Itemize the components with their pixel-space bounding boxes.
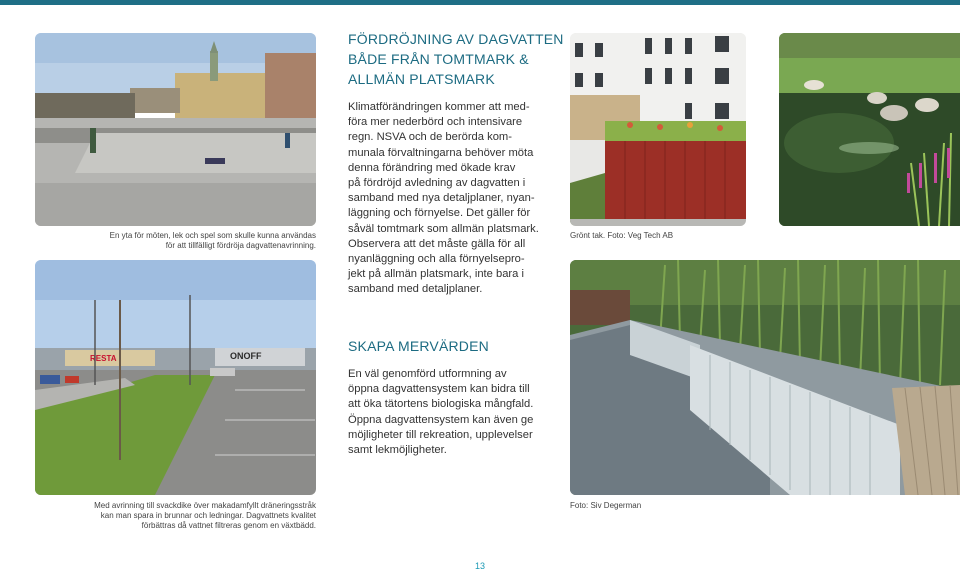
body-line: på fördröjd avledning av dagvatten i xyxy=(348,177,526,190)
body-line: föra mer nederbörd och intensivare xyxy=(348,116,523,129)
section-heading-added-value xyxy=(348,336,558,356)
photo-parking-swale xyxy=(35,260,316,495)
caption-green-roof xyxy=(570,231,746,241)
body-line: En väl genomförd utformning av xyxy=(348,368,507,380)
body-line: att öka tätortens biologiska mångfald. xyxy=(348,398,534,411)
body-line: munala förvaltningarna behöver möta xyxy=(348,146,534,159)
photo-green-roof xyxy=(570,33,746,226)
caption-line: En yta för möten, lek och spel som skulle kunna användas xyxy=(109,231,316,240)
top-rule xyxy=(0,0,960,5)
body-line: Klimatförändringen kommer att med- xyxy=(348,101,530,113)
section-heading-delay xyxy=(348,29,564,89)
body-line: samband med detaljplaner. xyxy=(348,283,483,296)
caption-water-steps xyxy=(570,501,770,511)
section-body-delay xyxy=(348,100,563,298)
store-sign-1: RESTA xyxy=(90,354,117,363)
heading-line: BÅDE FRÅN TOMTMARK & xyxy=(348,51,529,67)
body-line: regn. NSVA och de berörda kom- xyxy=(348,131,512,144)
body-line: jekt på allmän platsmark, inte bara i xyxy=(348,268,524,281)
caption-line: för att tillfälligt fördröja dagvattenavrinning. xyxy=(165,241,316,250)
caption-parking-swale xyxy=(40,501,316,531)
body-line: öppna dagvattensystem kan bidra till xyxy=(348,383,530,396)
caption-line: förbättras då vattnet filtreras genom en växtbädd. xyxy=(141,521,316,530)
body-line: möjligheter till rekreation, upplevelser xyxy=(348,428,533,441)
body-line: Öppna dagvattensystem kan även ge xyxy=(348,413,534,426)
body-line: såväl tomtmark som allmän platsmark. xyxy=(348,222,539,235)
body-line: nyanläggning och alla förnyelsepro- xyxy=(348,253,525,266)
body-line: denna förändring med ökade krav xyxy=(348,161,516,174)
heading-line: SKAPA MERVÄRDEN xyxy=(348,338,489,354)
body-line: Observera att det måste gälla för all xyxy=(348,237,526,250)
photo-pond xyxy=(779,33,960,226)
heading-line: FÖRDRÖJNING AV DAGVATTEN xyxy=(348,31,564,47)
body-line: samband med nya detaljplaner, nyan- xyxy=(348,192,535,205)
page-number: 13 xyxy=(474,561,485,571)
caption-line: kan man spara in brunnar och ledningar. Dagvattnets kvalitet xyxy=(100,511,316,520)
photo-water-steps xyxy=(570,260,960,495)
caption-line: Grönt tak. Foto: Veg Tech AB xyxy=(570,231,674,240)
body-line: samt lekmöjligheter. xyxy=(348,444,447,457)
caption-line: Med avrinning till svackdike över makadamfyllt dräneringsstråk xyxy=(94,501,316,510)
caption-line: Foto: Siv Degerman xyxy=(570,501,642,510)
photo-city-square xyxy=(35,33,316,226)
section-body-added-value xyxy=(348,367,563,458)
store-sign-2: ONOFF xyxy=(230,351,262,361)
heading-line: ALLMÄN PLATSMARK xyxy=(348,71,495,87)
body-line: läggning och förnyelse. Det gäller för xyxy=(348,207,531,220)
caption-city-square xyxy=(95,231,316,251)
